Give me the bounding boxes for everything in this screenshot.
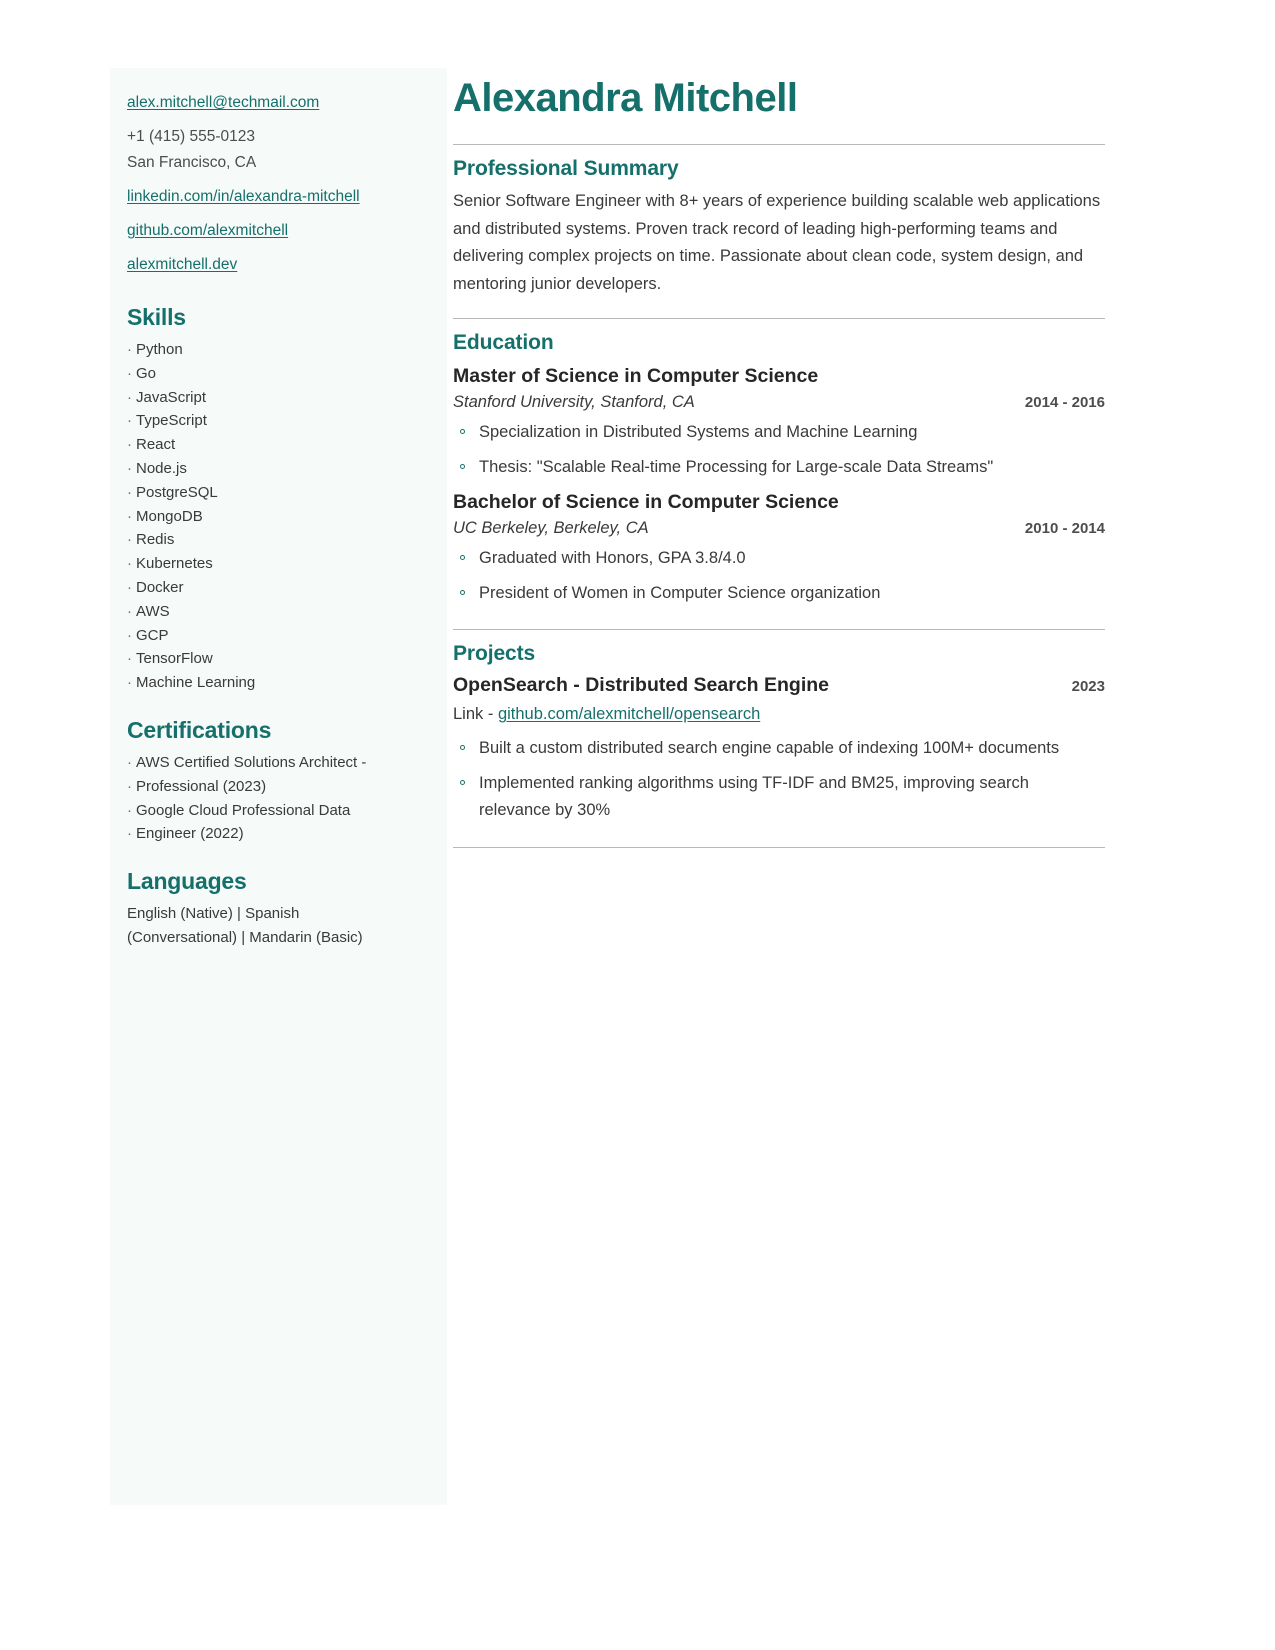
bullet-dot-icon: · (127, 650, 132, 668)
certification-item-label: Professional (2023) (136, 777, 267, 795)
skill-item-label: PostgreSQL (136, 483, 218, 501)
contact-link[interactable]: alex.mitchell@techmail.com (127, 94, 320, 111)
skill-item (127, 386, 425, 410)
project-link-prefix: Link - (453, 705, 498, 723)
bullet-dot-icon: · (127, 459, 132, 477)
education-bullets (453, 419, 1105, 481)
section-heading-education: Education (453, 331, 554, 354)
bullet-dot-icon: · (127, 555, 132, 573)
project-entry (453, 674, 1105, 825)
skill-item-label: React (136, 436, 176, 454)
skills-list (127, 338, 425, 695)
project-link-line (453, 701, 1105, 728)
bullet-dot-icon: · (127, 753, 132, 771)
bullet-dot-icon: · (127, 531, 132, 549)
summary-text: Senior Software Engineer with 8+ years of experience building scalable web applications and distributed systems. Proven track record of leading high-performing teams and delivering complex projects on time. Passionate about clean code, system design, and mentoring junior developers. (453, 192, 1101, 293)
section-projects (453, 642, 1105, 825)
bullet-dot-icon: · (127, 801, 132, 819)
skill-item-label: Redis (136, 531, 175, 549)
skill-item-label: Python (136, 341, 183, 358)
education-bullet: Specialization in Distributed Systems and Machine Learning (453, 419, 1105, 447)
certification-item (127, 799, 425, 823)
bullet-dot-icon: · (127, 674, 132, 692)
education-dates: 2014 - 2016 (1024, 394, 1105, 411)
bullet-dot-icon: · (127, 388, 132, 406)
divider-before-projects (453, 629, 1105, 630)
skill-item (127, 528, 425, 552)
certification-item (127, 751, 425, 775)
bullet-dot-icon: · (127, 364, 132, 382)
skill-item (127, 457, 425, 481)
skill-item-label: Kubernetes (136, 555, 213, 573)
skill-item (127, 671, 425, 695)
section-education (453, 331, 1105, 607)
certification-item (127, 822, 425, 846)
skill-item (127, 552, 425, 576)
education-institution: Stanford University, Stanford, CA (453, 393, 695, 411)
education-degree: Bachelor of Science in Computer Science (453, 491, 839, 513)
skill-item (127, 600, 425, 624)
skill-item (127, 624, 425, 648)
sidebar-heading-skills: Skills (127, 304, 186, 330)
bullet-dot-icon: · (127, 341, 132, 358)
contact-link[interactable]: linkedin.com/in/alexandra-mitchell (127, 188, 360, 205)
sidebar-heading-certifications: Certifications (127, 716, 272, 743)
contact-list (127, 90, 425, 278)
sidebar-heading-languages: Languages (127, 868, 247, 895)
education-bullet: Graduated with Honors, GPA 3.8/4.0 (453, 545, 1105, 573)
skill-item-label: TensorFlow (136, 650, 213, 668)
education-entries (453, 365, 1105, 607)
education-bullets (453, 545, 1105, 607)
project-bullets (453, 735, 1105, 825)
contact-link[interactable]: alexmitchell.dev (127, 256, 238, 273)
skill-item (127, 505, 425, 529)
skill-item (127, 647, 425, 671)
bullet-dot-icon: · (127, 483, 132, 501)
skill-item (127, 481, 425, 505)
education-bullet: Thesis: "Scalable Real-time Processing for Large-scale Data Streams" (453, 454, 1105, 482)
divider-end (453, 847, 1105, 848)
skill-item-label: AWS (136, 602, 170, 620)
skill-item (127, 576, 425, 600)
project-entries (453, 674, 1105, 825)
bullet-dot-icon: · (127, 602, 132, 620)
divider-after-name (453, 144, 1105, 145)
project-header-row (453, 674, 1105, 697)
education-entry (453, 491, 1105, 607)
certification-item (127, 775, 425, 799)
education-degree: Master of Science in Computer Science (453, 365, 819, 387)
section-professional-summary (453, 157, 1105, 298)
skill-item (127, 433, 425, 457)
skill-item-label: Machine Learning (136, 674, 256, 692)
project-bullet: Implemented ranking algorithms using TF-IDF and BM25, improving search relevance by 30% (453, 770, 1105, 825)
skill-item (127, 338, 425, 362)
skill-item-label: TypeScript (136, 412, 207, 430)
section-heading-summary: Professional Summary (453, 157, 679, 180)
contact-link[interactable]: github.com/alexmitchell (127, 222, 289, 239)
bullet-dot-icon: · (127, 777, 132, 795)
skill-item (127, 409, 425, 433)
education-bullet: President of Women in Computer Science organization (453, 580, 1105, 608)
candidate-name: Alexandra Mitchell (453, 76, 798, 120)
bullet-dot-icon: · (127, 626, 132, 644)
divider-before-education (453, 318, 1105, 319)
bullet-dot-icon: · (127, 578, 132, 596)
education-meta-row (453, 393, 1105, 412)
section-heading-projects: Projects (453, 642, 536, 665)
bullet-dot-icon: · (127, 825, 132, 843)
contact-text: +1 (415) 555-0123 (127, 128, 255, 145)
skill-item-label: JavaScript (136, 388, 207, 406)
project-link[interactable]: github.com/alexmitchell/opensearch (497, 705, 761, 723)
certification-item-label: Engineer (2022) (136, 825, 244, 843)
certifications-list (127, 751, 425, 846)
languages-text: English (Native) | Spanish (Conversational) | Mandarin (Basic) (127, 905, 363, 946)
education-institution: UC Berkeley, Berkeley, CA (453, 519, 649, 537)
main-column (453, 68, 1105, 860)
education-entry (453, 365, 1105, 481)
project-title: OpenSearch - Distributed Search Engine (453, 674, 830, 696)
skill-item-label: Node.js (136, 459, 187, 477)
sidebar (110, 68, 447, 1505)
project-year: 2023 (1071, 678, 1105, 695)
contact-text: San Francisco, CA (127, 154, 257, 171)
bullet-dot-icon: · (127, 412, 132, 430)
certification-item-label: Google Cloud Professional Data (136, 801, 351, 819)
skill-item-label: GCP (136, 626, 169, 644)
skill-item-label: Docker (136, 578, 184, 596)
bullet-dot-icon: · (127, 507, 132, 525)
project-bullet: Built a custom distributed search engine capable of indexing 100M+ documents (453, 735, 1105, 763)
education-dates: 2010 - 2014 (1024, 520, 1105, 537)
skill-item (127, 362, 425, 386)
bullet-dot-icon: · (127, 436, 132, 454)
skill-item-label: MongoDB (136, 507, 203, 525)
certification-item-label: AWS Certified Solutions Architect - (136, 753, 367, 771)
education-meta-row (453, 519, 1105, 538)
skill-item-label: Go (136, 364, 157, 382)
